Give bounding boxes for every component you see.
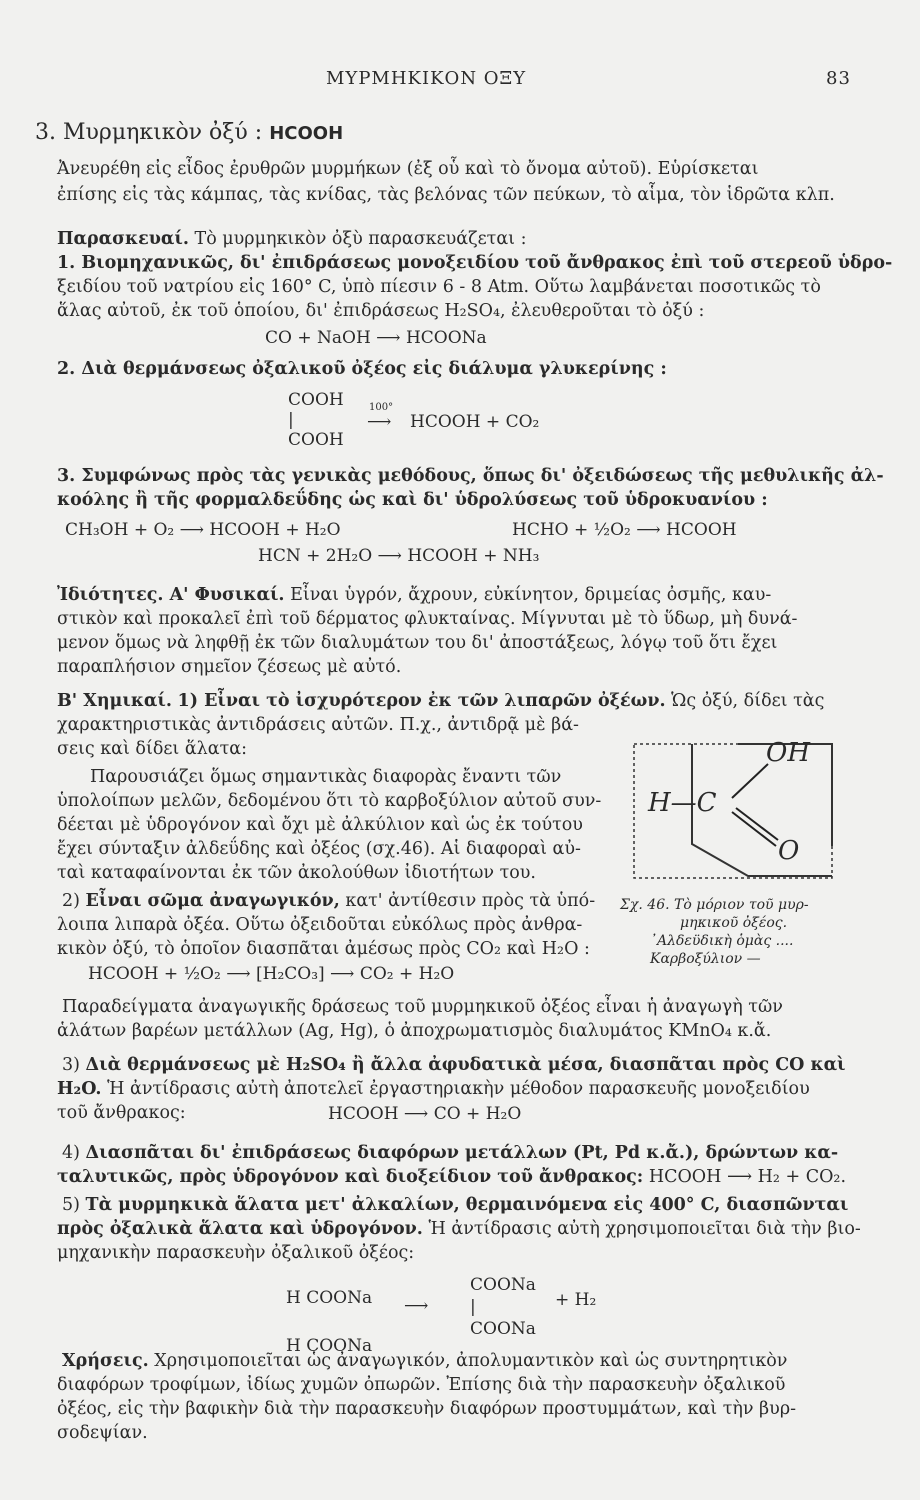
method-1-line: ἅλας αὐτοῦ, ἐκ τοῦ ὁποίου, δι' ἐπιδράσεως H₂SO₄, ἐλευθεροῦται τὸ ὀξύ : — [57, 301, 705, 321]
property-2-line — [62, 890, 602, 912]
section-title — [35, 120, 343, 145]
property-2-number: 2) — [62, 891, 80, 911]
method-3-line: κοόλης ἢ τῆς φορμαλδεΰδης ὡς καὶ δι' ὑδρολύσεως τοῦ ὑδροκυανίου : — [57, 490, 768, 510]
equation-3c: HCN + 2H₂O ⟶ HCOOH + NH₃ — [258, 546, 540, 566]
property-3: Διὰ θερμάνσεως μὲ H₂SO₄ ἢ ἄλλα ἀφυδατικὰ μέσα, διασπᾶται πρὸς CO καὶ — [85, 1055, 846, 1075]
prep-intro-text: Τὸ μυρμηκικὸν ὀξὺ παρασκευάζεται : — [194, 229, 527, 249]
uses-line — [62, 1350, 857, 1372]
equation-5: HCOOH ⟶ CO + H₂O — [328, 1104, 522, 1124]
running-header: ΜΥΡΜΗΚΙΚΟΝ ΟΞΥ — [326, 68, 527, 89]
examples-line: Παραδείγματα ἀναγωγικῆς δράσεως τοῦ μυρμηκικοῦ ὀξέος εἶναι ἡ ἀναγωγὴ τῶν — [62, 997, 783, 1017]
section-name: Μυρμηκικὸν ὀξύ : — [63, 120, 263, 145]
chemical-line: λοιπα λιπαρὰ ὀξέα. Οὕτω ὀξειδοῦται εὐκόλως πρὸς ἀνθρα- — [57, 915, 583, 935]
property-4: Διασπᾶται δι' ἐπιδράσεως διαφόρων μετάλλων (Pt, Pd κ.ἄ.), δρώντων κα- — [85, 1143, 839, 1163]
property-2-text: κατ' ἀντίθεσιν πρὸς τὰ ὑπό- — [345, 891, 596, 911]
equation-1: CO + NaOH ⟶ HCOONa — [265, 328, 487, 348]
oxalic-acid-formula — [288, 390, 344, 450]
chemical-line: ἔχει σύνταξιν ἀλδεΰδης καὶ ὀξέος (σχ.46). Αἱ διαφοραὶ αὐ- — [57, 839, 581, 859]
chemical-line: κικὸν ὀξύ, τὸ ὁποῖον διασπᾶται ἀμέσως πρὸς CO₂ καὶ H₂O : — [57, 939, 590, 959]
equation-2-products: HCOOH + CO₂ — [410, 412, 540, 432]
chemical-heading: Β' Χημικαί. — [57, 691, 172, 711]
intro-line: Ἀνευρέθη εἰς εἶδος ἐρυθρῶν μυρμήκων (ἐξ οὗ καὶ τὸ ὄνομα αὐτοῦ). Εὑρίσκεται — [57, 159, 759, 179]
chemical-line: δέεται μὲ ὑδρογόνον καὶ ὄχι μὲ ἀλκύλιον καὶ ὡς ἐκ τούτου — [57, 815, 583, 835]
prep-heading: Παρασκευαί. — [57, 229, 189, 249]
physical-line: μενον ὅμως νὰ ληφθῇ ἐκ τῶν διαλυμάτων του δι' ἀποστάξεως, λόγῳ τοῦ ὅτι ἔχει — [57, 633, 778, 653]
property-3-line — [57, 1078, 852, 1100]
property-5-line — [57, 1218, 861, 1240]
property-3-line: τοῦ ἄνθρακος: — [57, 1103, 186, 1123]
figure-46 — [628, 736, 838, 886]
c-o-double-bond — [736, 808, 778, 840]
figure-caption: Καρβοξύλιον — — [650, 951, 761, 967]
physical-line: στικὸν καὶ προκαλεῖ ἐπὶ τοῦ δέρματος φλυκταίνας. Μίγνυται μὲ τὸ ὕδωρ, μὴ δυνά- — [57, 609, 798, 629]
physical-heading: Ἰδιότητες. Α' Φυσικαί. — [57, 585, 285, 605]
property-4-line — [57, 1166, 852, 1188]
sodium-oxalate-top: COONa — [470, 1275, 536, 1295]
sodium-oxalate-bond: | — [470, 1297, 476, 1317]
property-1: 1) Εἶναι τὸ ἰσχυρότερον ἐκ τῶν λιπαρῶν ὀξέων. — [177, 691, 666, 711]
hc-label: H—C — [648, 788, 717, 818]
sodium-formate: H COONa — [286, 1288, 373, 1308]
property-3-number: 3) — [62, 1055, 80, 1075]
property-5-text: Ἡ ἀντίδρασις αὐτὴ χρησιμοποιεῖται διὰ τὴν βιο- — [428, 1219, 861, 1239]
oxalic-top: COOH — [288, 390, 344, 410]
section-number: 3. — [35, 120, 56, 145]
c-oh-bond — [732, 764, 768, 798]
examples-line: ἁλάτων βαρέων μετάλλων (Ag, Hg), ὁ ἀποχρωματισμὸς διαλυμάτος KMnO₄ κ.ἄ. — [57, 1021, 772, 1041]
equation-7-hydrogen: + H₂ — [555, 1290, 597, 1310]
oh-label: OH — [766, 738, 810, 768]
uses-line: σοδεψίαν. — [57, 1423, 148, 1443]
c-o-double-bond — [732, 812, 776, 846]
chemical-line: χαρακτηριστικὰς ἀντιδράσεις αὐτῶν. Π.χ., ἀντιδρᾷ μὲ βά- — [57, 715, 579, 735]
equation-4: HCOOH + ½O₂ ⟶ [H₂CO₃] ⟶ CO₂ + H₂O — [88, 964, 455, 984]
physical-text: Εἶναι ὑγρόν, ἄχρουν, εὐκίνητον, δριμείας ὀσμῆς, καυ- — [290, 585, 772, 605]
method-1-line: 1. Βιομηχανικῶς, δι' ἐπιδράσεως μονοξειδίου τοῦ ἄνθρακος ἐπὶ τοῦ στερεοῦ ὑδρο- — [57, 253, 893, 273]
intro-line: ἐπίσης εἰς τὰς κάμπας, τὰς κνίδας, τὰς βελόνας τῶν πεύκων, τὸ αἷμα, τὸν ἱδρῶτα κλπ. — [57, 185, 835, 205]
property-5: Τὰ μυρμηκικὰ ἅλατα μετ' ἀλκαλίων, θερμαινόμενα εἰς 400° C, διασπῶνται — [85, 1195, 849, 1215]
figure-caption: μηκικοῦ ὀξέος. — [680, 915, 788, 931]
equation-2-condition: 100° — [369, 402, 394, 413]
method-2: 2. Διὰ θερμάνσεως ὀξαλικοῦ ὀξέος εἰς διάλυμα γλυκερίνης : — [57, 359, 667, 379]
chemical-line: σεις καὶ δίδει ἅλατα: — [57, 739, 247, 759]
sodium-oxalate-formula — [470, 1274, 536, 1340]
o-label: O — [778, 836, 800, 866]
oxalic-bottom: COOH — [288, 430, 344, 450]
sodium-oxalate-bottom: COONa — [470, 1319, 536, 1339]
method-3-line: 3. Συμφώνως πρὸς τὰς γενικὰς μεθόδους, ὅπως δι' ὀξειδώσεως τῆς μεθυλικῆς ἀλ- — [57, 466, 884, 486]
prep-intro — [57, 228, 852, 250]
equation-3b: HCHO + ½O₂ ⟶ HCOOH — [512, 520, 737, 540]
property-3-water: H₂O. — [57, 1079, 102, 1099]
property-5-line — [62, 1194, 857, 1216]
uses-line: διαφόρων τροφίμων, ἰδίως χυμῶν ὀπωρῶν. Ἐπίσης διὰ τὴν παρασκευὴν ὀξαλικοῦ — [57, 1375, 786, 1395]
property-5-number: 5) — [62, 1195, 80, 1215]
figure-caption: ᾿Αλδεϋδικὴ ὁμὰς .... — [650, 933, 794, 949]
uses-line: ὀξέος, εἰς τὴν βαφικὴν διὰ τὴν παρασκευὴν διαφόρων προστυμμάτων, καὶ τὴν βυρ- — [57, 1399, 797, 1419]
equation-6: HCOOH ⟶ H₂ + CO₂. — [648, 1167, 847, 1187]
page-number: 83 — [826, 68, 851, 89]
uses-heading: Χρήσεις. — [62, 1351, 149, 1371]
property-3-text: Ἡ ἀντίδρασις αὐτὴ ἀποτελεῖ ἐργαστηριακὴν μέθοδον παρασκευῆς μονοξειδίου — [107, 1079, 810, 1099]
method-1-line: ξειδίου τοῦ νατρίου εἰς 160° C, ὑπὸ πίεσιν 6 - 8 Atm. Οὕτω λαμβάνεται ποσοτικῶς τὸ — [57, 277, 821, 297]
property-3-line — [62, 1054, 857, 1076]
property-5-line: μηχανικὴν παρασκευὴν ὀξαλικοῦ ὀξέος: — [57, 1243, 415, 1263]
figure-caption: Σχ. 46. Τὸ μόριον τοῦ μυρ- — [620, 897, 809, 913]
chemical-line — [57, 690, 852, 712]
property-5-cont: πρὸς ὀξαλικὰ ἅλατα καὶ ὑδρογόνον. — [57, 1219, 423, 1239]
equation-7-arrow: ⟶ — [404, 1296, 429, 1316]
uses-text: Χρησιμοποιεῖται ὡς ἀναγωγικόν, ἀπολυμαντικὸν καὶ ὡς συντηρητικὸν — [154, 1351, 788, 1371]
property-4-cont: ταλυτικῶς, πρὸς ὑδρογόνον καὶ διοξείδιον τοῦ ἄνθρακος: — [57, 1167, 644, 1187]
chemical-line: ὑπολοίπων μελῶν, δεδομένου ὅτι τὸ καρβοξύλιον αὐτοῦ συν- — [57, 791, 602, 811]
equation-3a: CH₃OH + O₂ ⟶ HCOOH + H₂O — [65, 520, 341, 540]
chemical-line: Παρουσιάζει ὅμως σημαντικὰς διαφορὰς ἔναντι τῶν — [90, 767, 562, 787]
oxalic-bond: | — [288, 410, 294, 430]
property-4-line — [62, 1142, 857, 1164]
property-4-number: 4) — [62, 1143, 80, 1163]
property-2: Εἶναι σῶμα ἀναγωγικόν, — [85, 891, 340, 911]
property-1-text: Ὡς ὀξύ, δίδει τὰς — [671, 691, 825, 711]
physical-line — [57, 584, 852, 606]
sodium-formate: H COONa — [286, 1336, 373, 1356]
section-formula: HCOOH — [269, 123, 344, 144]
chemical-line: ταὶ καταφαίνονται ἐκ τῶν ἀκολούθων ἰδιοτήτων του. — [57, 863, 536, 883]
physical-line: παραπλήσιον σημεῖον ζέσεως μὲ αὐτό. — [57, 657, 402, 677]
equation-2-arrow: ⟶ — [367, 412, 392, 432]
